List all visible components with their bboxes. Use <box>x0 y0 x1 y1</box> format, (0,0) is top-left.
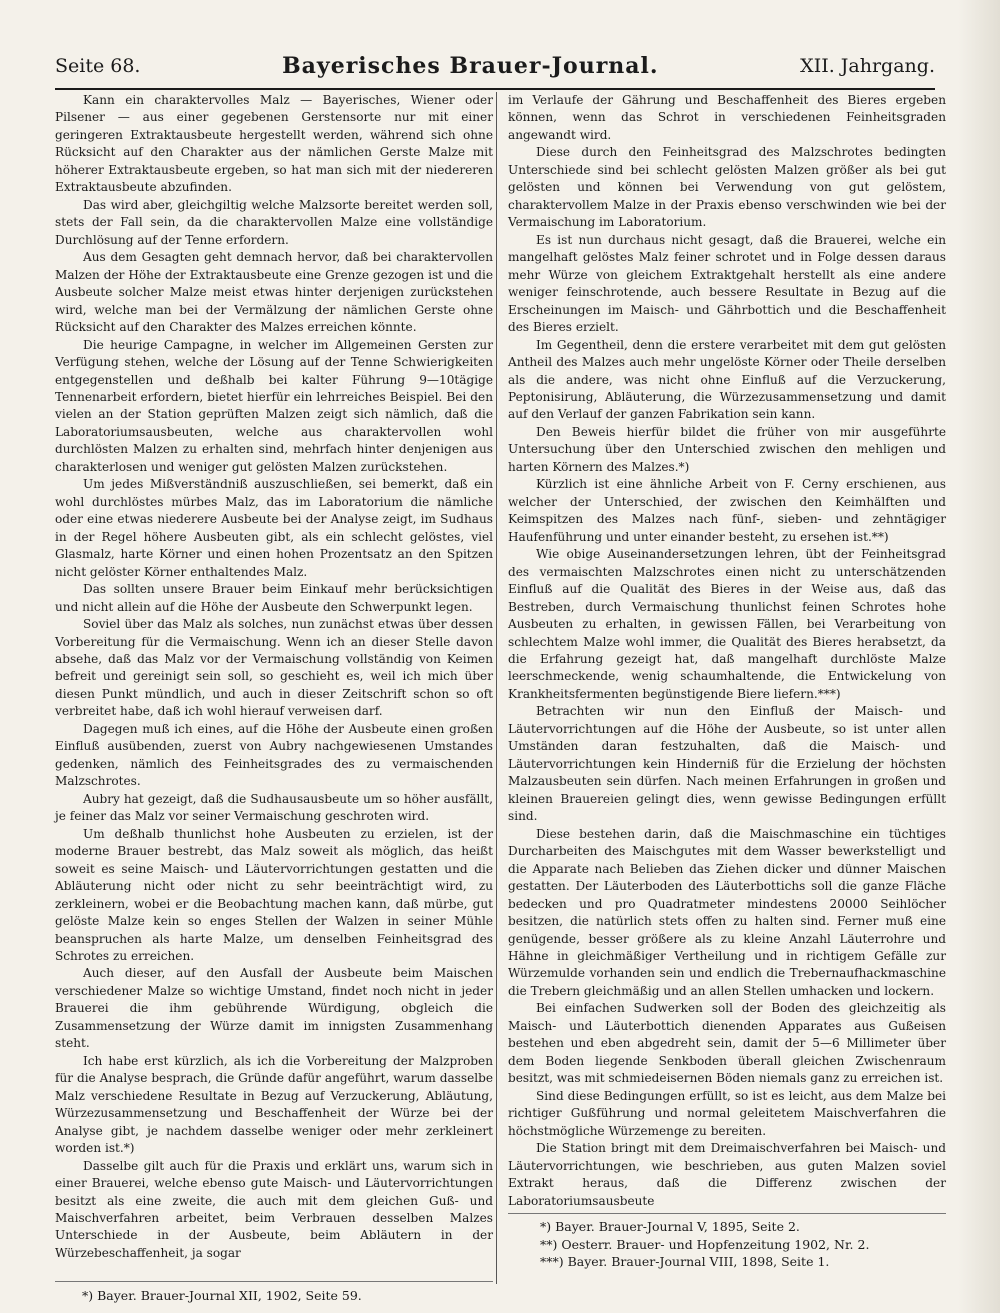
column-divider <box>496 92 497 1284</box>
footnote: *) Bayer. Brauer-Journal XII, 1902, Seite 59. <box>82 1288 362 1303</box>
right-column <box>508 92 946 1210</box>
paragraph: Das wird aber, gleichgiltig welche Malzsorte bereitet werden soll, stets der Fall sein, da die charaktervollen Malze eine vollständige Durchlösung auf der Tenne erfordern. <box>55 197 493 247</box>
paragraph: im Verlaufe der Gährung und Beschaffenheit des Bieres ergeben können, wenn das Schrot in verschiedenen Feinheitsgraden angewandt wird. <box>508 93 946 142</box>
footnote: ***) Bayer. Brauer-Journal VIII, 1898, Seite 1. <box>540 1254 830 1269</box>
paragraph: Betrachten wir nun den Einfluß der Maisch- und Läutervorrichtungen auf die Höhe der Ausbeute, so ist unter allen Umständen daran festzuhalten, daß die Maisch- und Läutervorrichtungen kein Hinderniß für die Erzielung der höchsten Malzausbeuten sein dürfen. Nach meinen Erfahrungen in großen und kleinen Brauereien gelingt dies, wenn gewisse Bedingungen erfüllt sind. <box>508 704 946 824</box>
paragraph: Um jedes Mißverständniß auszuschließen, sei bemerkt, daß ein wohl durchlöstes mürbes Malz, das im Laboratorium die nämliche oder eine etwas niederere Ausbeute bei der Analyse zeigt, im Sudhaus in der Regel höhere Ausbeuten gibt, als ein schlecht gelöstes, viel Glasmalz, harte Körner und einen hohen Prozentsatz an den Spitzen nicht gelöster Körner enthaltendes Malz. <box>55 477 493 579</box>
footnotes-left <box>82 1288 502 1303</box>
paragraph: Im Gegentheil, denn die erstere verarbeitet mit dem gut gelösten Antheil des Malzes auch mehr ungelöste Körner oder Theile derselben als die andere, was nicht ohne Einfluß auf die Verzuckerung, Peptonisirung, Abläuterung, die Würzezusammensetzung und damit auf den Verlauf der ganzen Fabrikation sein kann. <box>508 337 946 422</box>
paragraph: Dagegen muß ich eines, auf die Höhe der Ausbeute einen großen Einfluß ausübenden, zuerst von Aubry nachgewiesenen Umstandes gedenken, nämlich des Feinheitsgrades des zu vermaischenden Malzschrotes. <box>55 721 493 789</box>
paragraph: Auch dieser, auf den Ausfall der Ausbeute beim Maischen verschiedener Malze so wichtige Umstand, findet noch nicht in jeder Brauerei die ihm gebührende Würdigung, obgleich die Zusammensetzung der Würze damit im innigsten Zusammenhang steht. <box>55 966 493 1051</box>
paragraph: Wie obige Auseinandersetzungen lehren, übt der Feinheitsgrad des vermaischten Malzschrotes einen nicht zu unterschätzenden Einfluß auf die Qualität des Bieres in der Weise aus, daß das Bestreben, durch Vermaischung thunlichst feinen Schrotes hohe Ausbeuten zu erhalten, in gewissen Fällen, bei Verarbeitung von schlechtem Malze wohl immer, die Qualität des Bieres herabsetzt, da die Erfahrung gezeigt hat, daß mangelhaft durchlöste Malze leerschmeckende, wenig schaumhaltende, die Entwickelung von Krankheitsfermenten begünstigende Biere liefern.***) <box>508 547 946 701</box>
paragraph: Diese bestehen darin, daß die Maischmaschine ein tüchtiges Durcharbeiten des Maischgutes mit dem Wasser bewerkstelligt und die Apparate nach Belieben das Ziehen dicker und dünner Maischen gestatten. Der Läuterboden des Läuterbottichs soll die ganze Fläche bedecken und pro Quadratmeter mindestens 20000 Seihlöcher besitzen, die natürlich stets offen zu halten sind. Ferner muß eine genügende, besser größere als zu kleine Anzahl Läuterrohre und Hähne in gleichmäßiger Vertheilung und in richtigem Gefälle zur Würzemulde vorhanden sein und endlich die Trebernaufhackmaschine die Trebern gleichmäßig und an allen Stellen umhacken und lockern. <box>508 826 946 998</box>
volume-label: XII. Jahrgang. <box>800 55 935 77</box>
paragraph: Kürzlich ist eine ähnliche Arbeit von F. Cerny erschienen, aus welcher der Unterschied, der zwischen den Keimhälften und Keimspitzen des Malzes nach fünf-, sieben- und zehntägiger Haufenführung und unter einander besteht, zu ersehen ist.**) <box>508 477 946 544</box>
paragraph: Den Beweis hierfür bildet die früher von mir ausgeführte Untersuchung über den Unterschied zwischen den mehligen und harten Körnern des Malzes.*) <box>508 424 946 474</box>
paragraph: Es ist nun durchaus nicht gesagt, daß die Brauerei, welche ein mangelhaft gelöstes Malz feiner schrotet und in Folge dessen daraus mehr Würze von gleichem Extraktgehalt herstellt als eine andere weniger feinschrotende, auch bessere Resultate in Bezug auf die Erscheinungen im Maisch- und Gährbottich und die Beschaffenheit des Bieres erzielt. <box>508 232 946 335</box>
footnotes-right <box>540 1218 940 1271</box>
paragraph: Das sollten unsere Brauer beim Einkauf mehr berücksichtigen und nicht allein auf die Höhe der Ausbeute den Schwerpunkt legen. <box>55 582 493 614</box>
left-column <box>55 92 493 1262</box>
paragraph: Ich habe erst kürzlich, als ich die Vorbereitung der Malzproben für die Analyse besprach, die Gründe dafür angeführt, warum dasselbe Malz verschiedene Resultate in Bezug auf Verzuckerung, Abläutung, Würzezusammensetzung und Beschaffenheit der Würze bei der Analyse gibt, je nachdem dasselbe weniger oder mehr zerkleinert worden ist.*) <box>55 1053 493 1156</box>
paragraph: Aubry hat gezeigt, daß die Sudhausausbeute um so höher ausfällt, je feiner das Malz vor seiner Vermaischung geschroten wird. <box>55 791 493 824</box>
paragraph: Diese durch den Feinheitsgrad des Malzschrotes bedingten Unterschiede sind bei schlecht gelösten Malzen größer als bei gut gelösten und können bei Verwendung von gut gelöstem, charaktervollem Malze in der Praxis ebenso verschwinden wie bei der Vermaischung im Laboratorium. <box>508 145 946 230</box>
footnote: **) Oesterr. Brauer- und Hopfenzeitung 1902, Nr. 2. <box>540 1236 870 1252</box>
header-rule <box>55 88 935 90</box>
paragraph: Die Station bringt mit dem Dreimaischverfahren bei Maisch- und Läutervorrichtungen, wie beschrieben, aus guten Malzen soviel Extrakt heraus, daß die Differenz zwischen der Laboratoriumsausbeute <box>508 1141 946 1208</box>
page-header <box>55 46 935 86</box>
footnote-rule <box>55 1281 493 1282</box>
footnote-rule <box>508 1213 946 1214</box>
paragraph: Sind diese Bedingungen erfüllt, so ist es leicht, aus dem Malze bei richtiger Gußführung und normal geleitetem Maischverfahren die höchstmögliche Würzemenge zu bereiten. <box>508 1088 946 1138</box>
paragraph: Bei einfachen Sudwerken soll der Boden des gleichzeitig als Maisch- und Läuterbottich dienenden Apparates aus Gußeisen bestehen und eben abgedreht sein, damit der 5—6 Millimeter über dem Boden liegende Senkboden überall gleichen Zwischenraum besitzt, was mit schmiedeisernen Böden niemals ganz zu erreichen ist. <box>508 1001 946 1086</box>
page-edge <box>958 0 1000 1313</box>
paragraph: Um deßhalb thunlichst hohe Ausbeuten zu erzielen, ist der moderne Brauer bestrebt, das Malz soweit als möglich, das heißt soweit es seine Maisch- und Läutervorrichtungen gestatten und die Abläuterung nicht oder nicht zu sehr beeinträchtigt wird, zu zerkleinern, wobei er die Beobachtung machen kann, daß mürbe, gut gelöste Malze kein so enges Stellen der Walzen in seiner Mühle beanspruchen als harte Malze, um denselben Feinheitsgrad des Schrotes zu erreichen. <box>55 826 493 963</box>
paragraph: Aus dem Gesagten geht demnach hervor, daß bei charaktervollen Malzen der Höhe der Extraktausbeute eine Grenze gezogen ist und die Ausbeute solcher Malze meist etwas hinter derjenigen zurückstehen wird, welche man bei der Vermälzung der nämlichen Gerste ohne Rücksicht auf den Charakter des Malzes erreichen könnte. <box>55 250 493 335</box>
journal-title: Bayerisches Brauer-Journal. <box>282 53 659 79</box>
paragraph: Die heurige Campagne, in welcher im Allgemeinen Gersten zur Verfügung stehen, welche der Lösung auf der Tenne Schwierigkeiten entgegenstellen und deßhalb bei kalter Führung 9—10tägige Tennenarbeit erfordern, bietet hierfür ein lehrreiches Beispiel. Bei den vielen an der Station geprüften Malzen zeigt sich nämlich, daß die Laboratoriumsausbeuten, welche aus charaktervollen wohl durchlösten Malzen zu erhalten sind, mehrfach hinter denjenigen aus charakterlosen und weniger gut gelösten Malzen zurückstehen. <box>55 337 493 474</box>
paragraph: Kann ein charaktervolles Malz — Bayerisches, Wiener oder Pilsener — aus einer gegebenen Gerstensorte nur mit einer geringeren Extraktausbeute hergestellt werden, während sich ohne Rücksicht auf den Charakter aus der nämlichen Gerste Malze mit höherer Extraktausbeute ergeben, so hat man sich mit der niedereren Extraktausbeute abzufinden. <box>55 93 493 195</box>
page-number: Seite 68. <box>55 55 141 77</box>
paragraph: Soviel über das Malz als solches, nun zunächst etwas über dessen Vorbereitung für die Vermaischung. Wenn ich an dieser Stelle davon absehe, daß das Malz vor der Vermaischung vollständig von Keimen befreit und gereinigt sein soll, so geschieht es, weil ich mich über diesen Punkt mündlich, und auch in dieser Zeitschrift schon so oft verbreitet habe, daß ich wohl hierauf verweisen darf. <box>55 617 493 719</box>
paragraph: Dasselbe gilt auch für die Praxis und erklärt uns, warum sich in einer Brauerei, welche ebenso gute Maisch- und Läutervorrichtungen besitzt als eine zweite, die auch mit dem gleichen Guß- und Maischverfahren arbeitet, beim Verbrauen desselben Malzes Unterschiede in der Ausbeute, beim Abläutern in der Würzebeschaffenheit, ja sogar <box>55 1158 493 1260</box>
footnote: *) Bayer. Brauer-Journal V, 1895, Seite 2. <box>540 1219 800 1234</box>
